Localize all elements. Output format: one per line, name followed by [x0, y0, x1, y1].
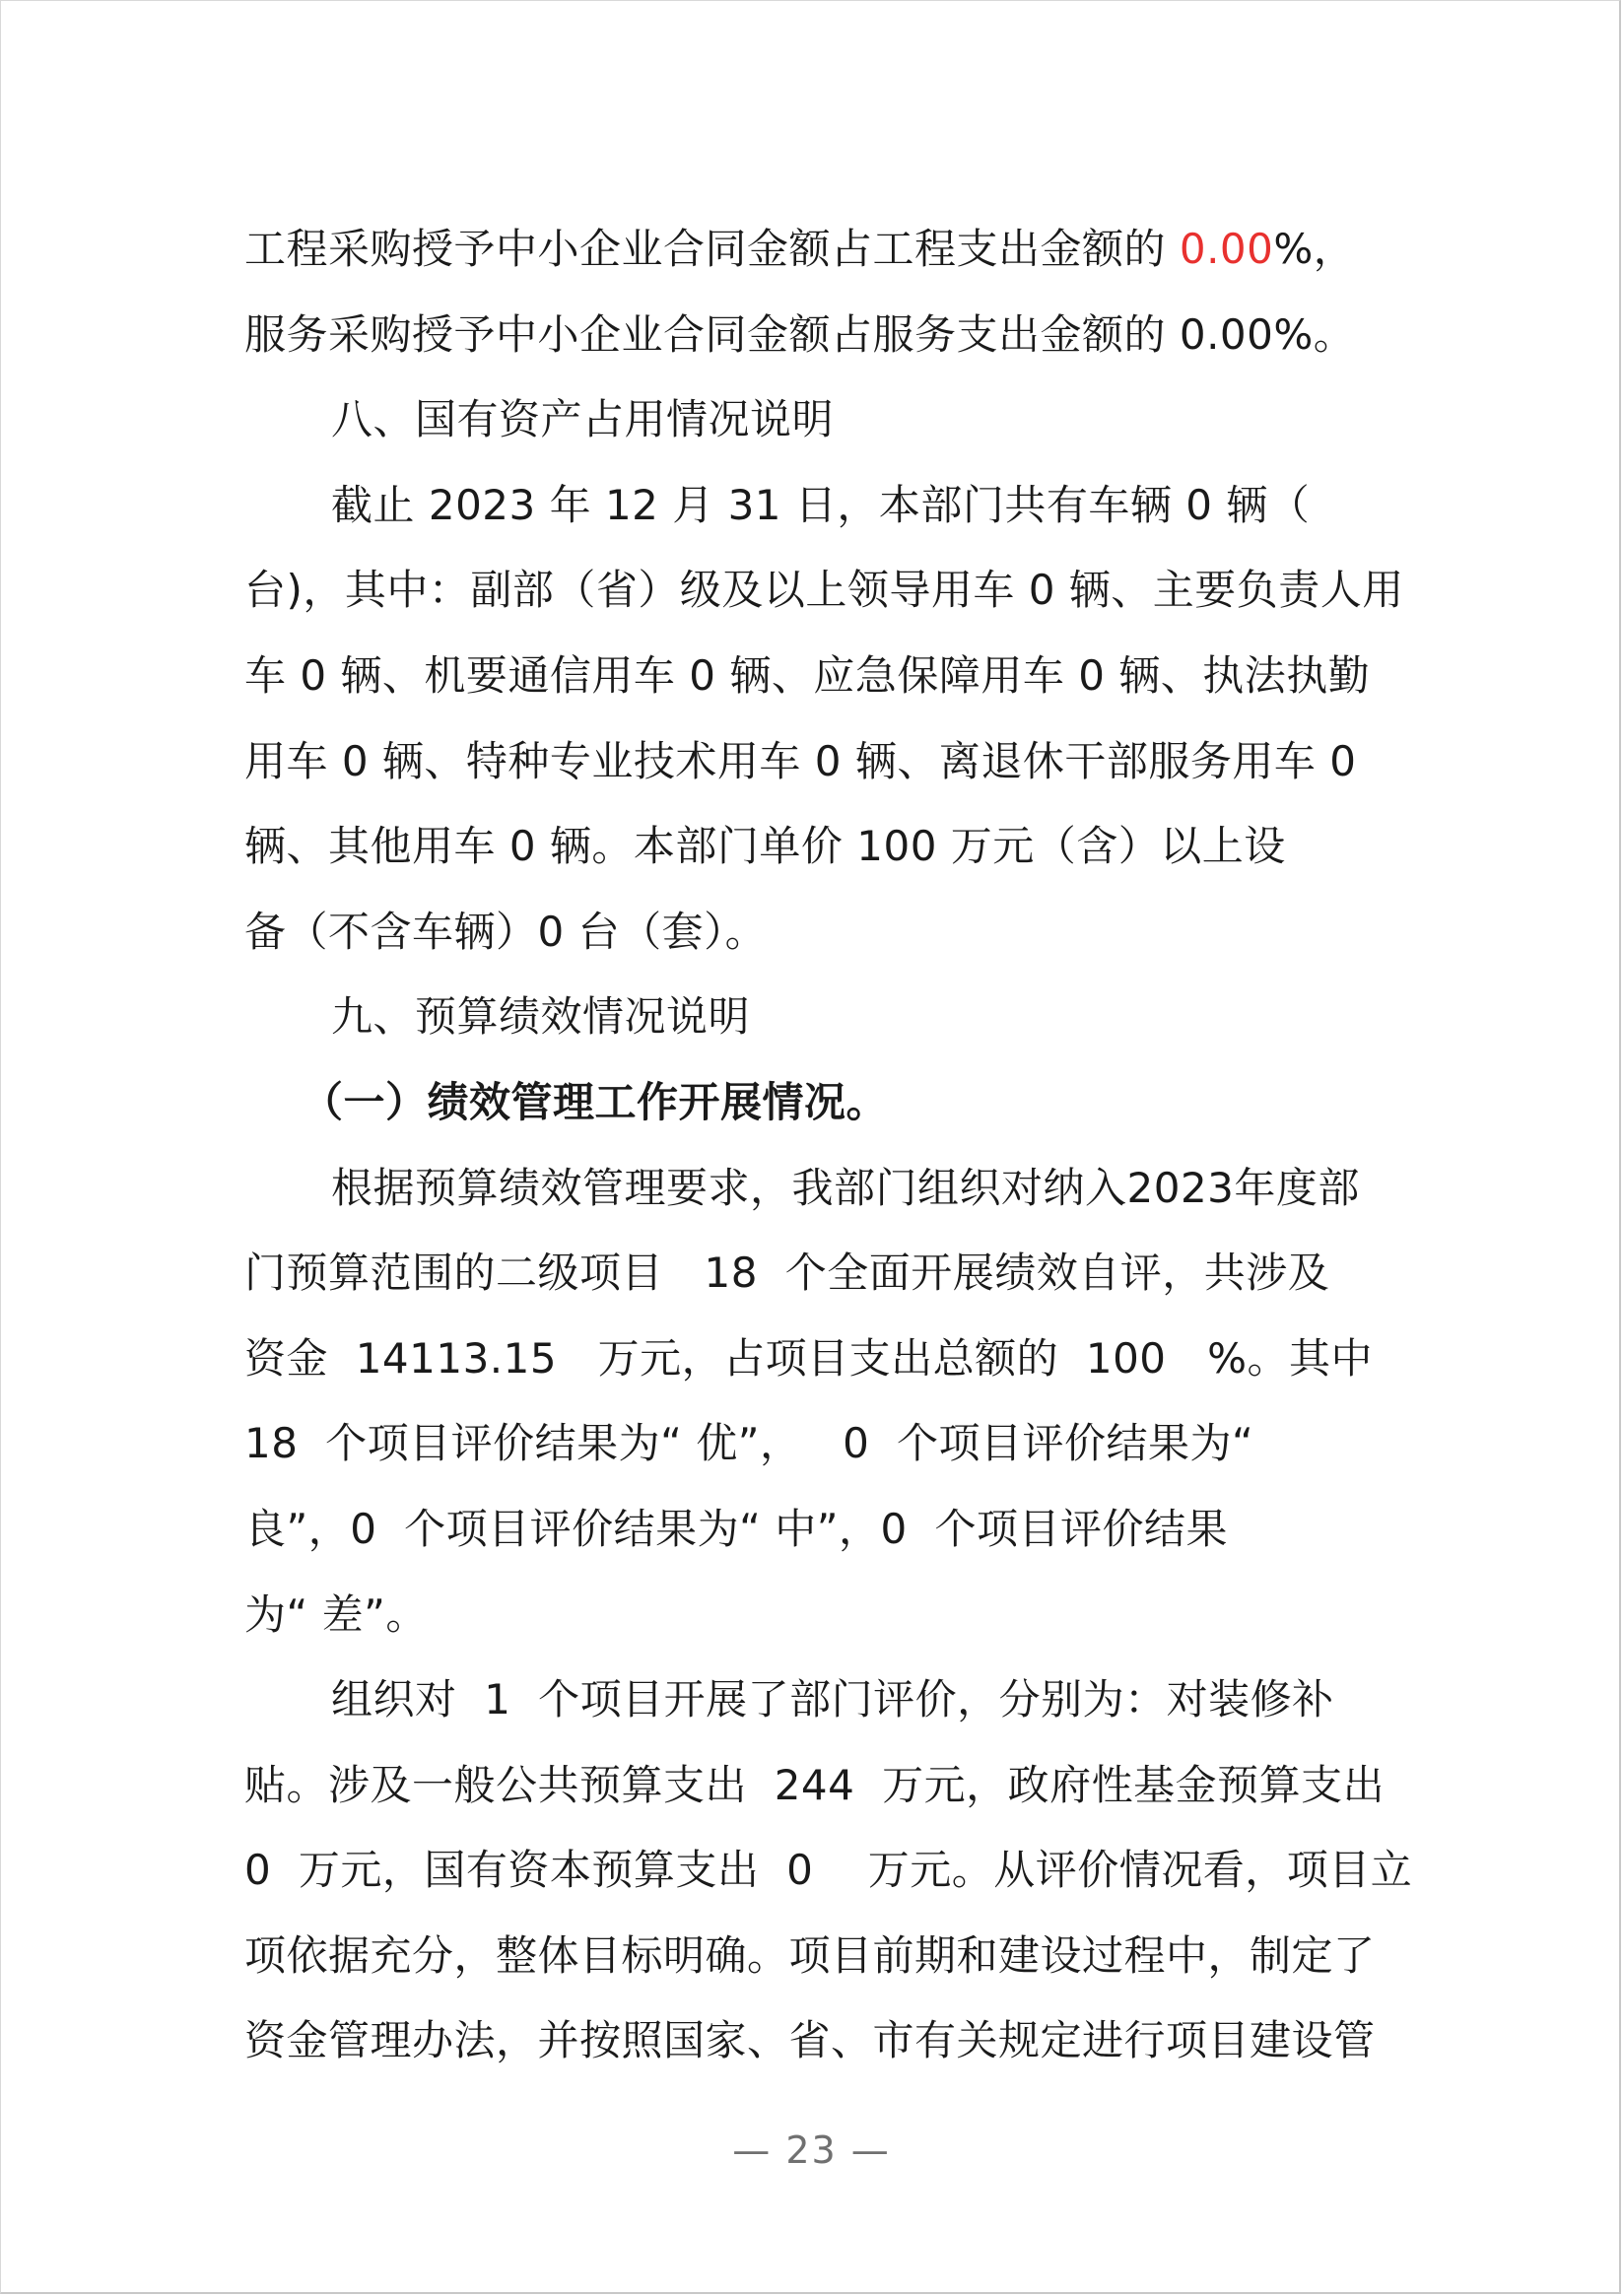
paragraph-line: 车 0 辆、机要通信用车 0 辆、应急保障用车 0 辆、执法执勤: [244, 650, 1371, 700]
section-heading-8: 八、国有资产占用情况说明: [331, 395, 835, 444]
paragraph-line: 台)，其中：副部（省）级及以上领导用车 0 辆、主要负责人用: [244, 566, 1404, 615]
paragraph-line: 贴。涉及一般公共预算支出 244 万元，政府性基金预算支出: [244, 1760, 1386, 1809]
paragraph-line: 18 个项目评价结果为“ 优”， 0 个项目评价结果为“: [244, 1419, 1254, 1468]
paragraph-line: 根据预算绩效管理要求，我部门组织对纳入2023年度部: [331, 1163, 1360, 1212]
paragraph-line: 门预算范围的二级项目 18 个全面开展绩效自评，共涉及: [244, 1249, 1330, 1298]
paragraph-line: 备（不含车辆）0 台（套）。: [244, 907, 768, 956]
paragraph-line: 为“ 差”。: [244, 1589, 428, 1639]
document-body: [244, 207, 1413, 2084]
paragraph-line: 良”，0 个项目评价结果为“ 中”，0 个项目评价结果: [244, 1504, 1228, 1553]
paragraph-line: 截止 2023 年 12 月 31 日，本部门共有车辆 0 辆（: [331, 480, 1311, 529]
line-text: %，: [1273, 225, 1356, 273]
paragraph-line: 用车 0 辆、特种专业技术用车 0 辆、离退休干部服务用车 0: [244, 736, 1357, 785]
paragraph-line: 辆、其他用车 0 辆。本部门单价 100 万元（含）以上设: [244, 822, 1286, 871]
paragraph-line: 0 万元，国有资本预算支出 0 万元。从评价情况看，项目立: [244, 1846, 1413, 1895]
paragraph-line: [244, 207, 1387, 293]
section-heading-9: 九、预算绩效情况说明: [331, 992, 751, 1042]
page-number: — 23 —: [732, 2128, 891, 2172]
highlighted-value: 0.00: [1179, 225, 1274, 273]
paragraph-line: 资金 14113.15 万元，占项目支出总额的 100 %。其中: [244, 1333, 1373, 1383]
paragraph-line: 资金管理办法，并按照国家、省、市有关规定进行项目建设管: [244, 2016, 1376, 2065]
paragraph-line: 组织对 1 个项目开展了部门评价，分别为：对装修补: [331, 1675, 1334, 1724]
subsection-heading: （一）绩效管理工作开展情况。: [302, 1077, 889, 1126]
paragraph-line: 服务采购授予中小企业合同金额占服务支出金额的 0.00%。: [244, 309, 1356, 359]
paragraph-line: 项依据充分，整体目标明确。项目前期和建设过程中，制定了: [244, 1930, 1376, 1980]
line-text: 工程采购授予中小企业合同金额占工程支出金额的: [244, 225, 1180, 273]
